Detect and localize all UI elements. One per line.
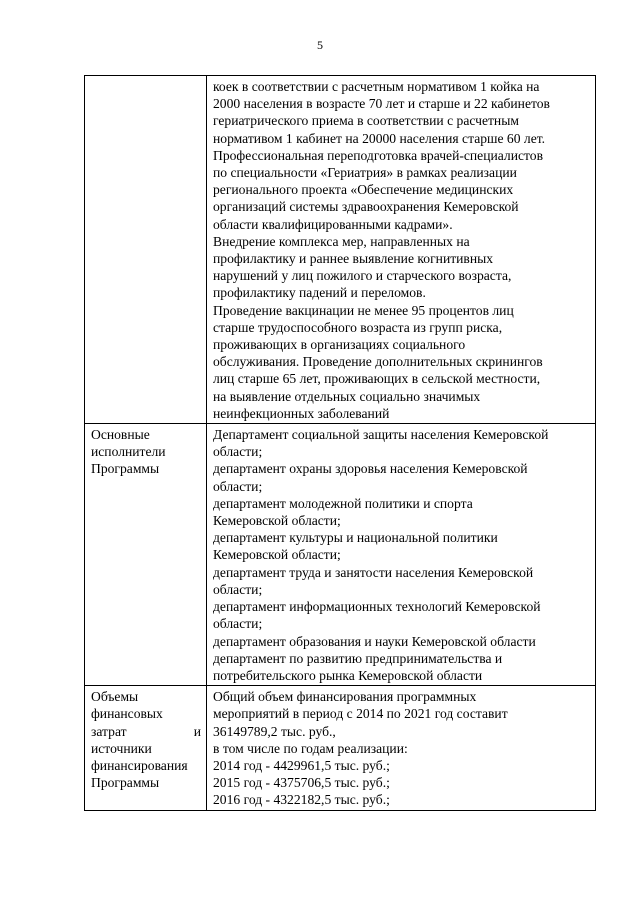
text-line: области;: [213, 581, 263, 597]
text-line: Департамент социальной защиты населения Кемеровской: [213, 427, 549, 443]
text-line: коек в соответствии с расчетным нормативом 1 койка на: [213, 79, 540, 94]
text-line: 2000 населения в возрасте 70 лет и старше и 22 кабинетов: [213, 96, 550, 112]
text-line: на выявление отдельных социально значимых: [213, 388, 481, 404]
text-line: департамент охраны здоровья населения Кемеровской: [213, 461, 528, 477]
text-line: профилактику падений и переломов.: [213, 285, 426, 301]
text-line: департамент информационных технологий Кемеровской: [213, 599, 541, 615]
text-line: 2014 год - 4429961,5 тыс. руб.;: [213, 757, 390, 773]
text-line: по специальности «Гериатрия» в рамках реализации: [213, 165, 517, 181]
row-label-line-justified: [91, 723, 201, 740]
text-line: проживающих в организациях социального: [213, 337, 466, 353]
row-label-word: и: [193, 723, 201, 739]
row-label-word: затрат: [91, 723, 127, 739]
text-line: области квалифицированными кадрами».: [213, 216, 453, 232]
text-line: потребительского рынка Кемеровской области: [213, 667, 483, 683]
text-line: 2015 год - 4375706,5 тыс. руб.;: [213, 775, 390, 791]
row-label-line: Программы: [91, 775, 160, 791]
text-line: нормативом 1 кабинет на 20000 населения старше 60 лет.: [213, 130, 546, 146]
row-label-line: финансовых: [91, 706, 163, 722]
text-line: Общий объем финансирования программных: [213, 689, 477, 705]
text-line: неинфекционных заболеваний: [213, 405, 390, 421]
text-line: области;: [213, 616, 263, 632]
text-line: мероприятий в период с 2014 по 2021 год составит: [213, 706, 508, 722]
row-value-cell: [207, 424, 596, 686]
table-row: [85, 686, 596, 810]
row-label-line: источники: [91, 740, 152, 756]
text-line: области;: [213, 444, 263, 460]
row-label-cell: [85, 76, 207, 424]
row-label-line: Основные: [91, 427, 150, 443]
text-line: области;: [213, 478, 263, 494]
text-line: организаций системы здравоохранения Кемеровской: [213, 199, 519, 215]
row-label-line: финансирования: [91, 757, 188, 773]
table-row: [85, 424, 596, 686]
page-number: 5: [317, 38, 323, 52]
text-line: в том числе по годам реализации:: [213, 740, 408, 756]
text-line: Профессиональная переподготовка врачей-специалистов: [213, 147, 543, 163]
row-label-cell: [85, 686, 207, 810]
text-line: гериатрического приема в соответствии с расчетным: [213, 113, 519, 129]
row-label-line: исполнители: [91, 444, 166, 460]
row-value-cell: [207, 686, 596, 810]
text-line: старше трудоспособного возраста из групп риска,: [213, 319, 503, 335]
table-row: [85, 76, 596, 424]
text-line: департамент культуры и национальной политики: [213, 530, 498, 546]
row-value-cell: [207, 76, 596, 424]
text-line: нарушений у лиц пожилого и старческого возраста,: [213, 268, 512, 284]
row-label-line: Программы: [91, 461, 160, 477]
text-line: департамент образования и науки Кемеровской области: [213, 633, 536, 649]
text-line: департамент труда и занятости населения Кемеровской: [213, 564, 534, 580]
text-line: профилактику и раннее выявление когнитивных: [213, 251, 494, 267]
text-line: департамент по развитию предпринимательства и: [213, 650, 503, 666]
row-label-cell: [85, 424, 207, 686]
text-line: Проведение вакцинации не менее 95 процентов лиц: [213, 302, 514, 318]
text-line: Кемеровской области;: [213, 513, 341, 529]
text-line: 2016 год - 4322182,5 тыс. руб.;: [213, 792, 390, 808]
text-line: Внедрение комплекса мер, направленных на: [213, 233, 470, 249]
row-label-line: Объемы: [91, 689, 139, 705]
text-line: 36149789,2 тыс. руб.,: [213, 723, 336, 739]
text-line: Кемеровской области;: [213, 547, 341, 563]
program-passport-table: [84, 75, 596, 811]
text-line: регионального проекта «Обеспечение медицинских: [213, 182, 514, 198]
text-line: лиц старше 65 лет, проживающих в сельской местности,: [213, 371, 541, 387]
text-line: обслуживания. Проведение дополнительных скринингов: [213, 354, 543, 370]
text-line: департамент молодежной политики и спорта: [213, 495, 473, 511]
